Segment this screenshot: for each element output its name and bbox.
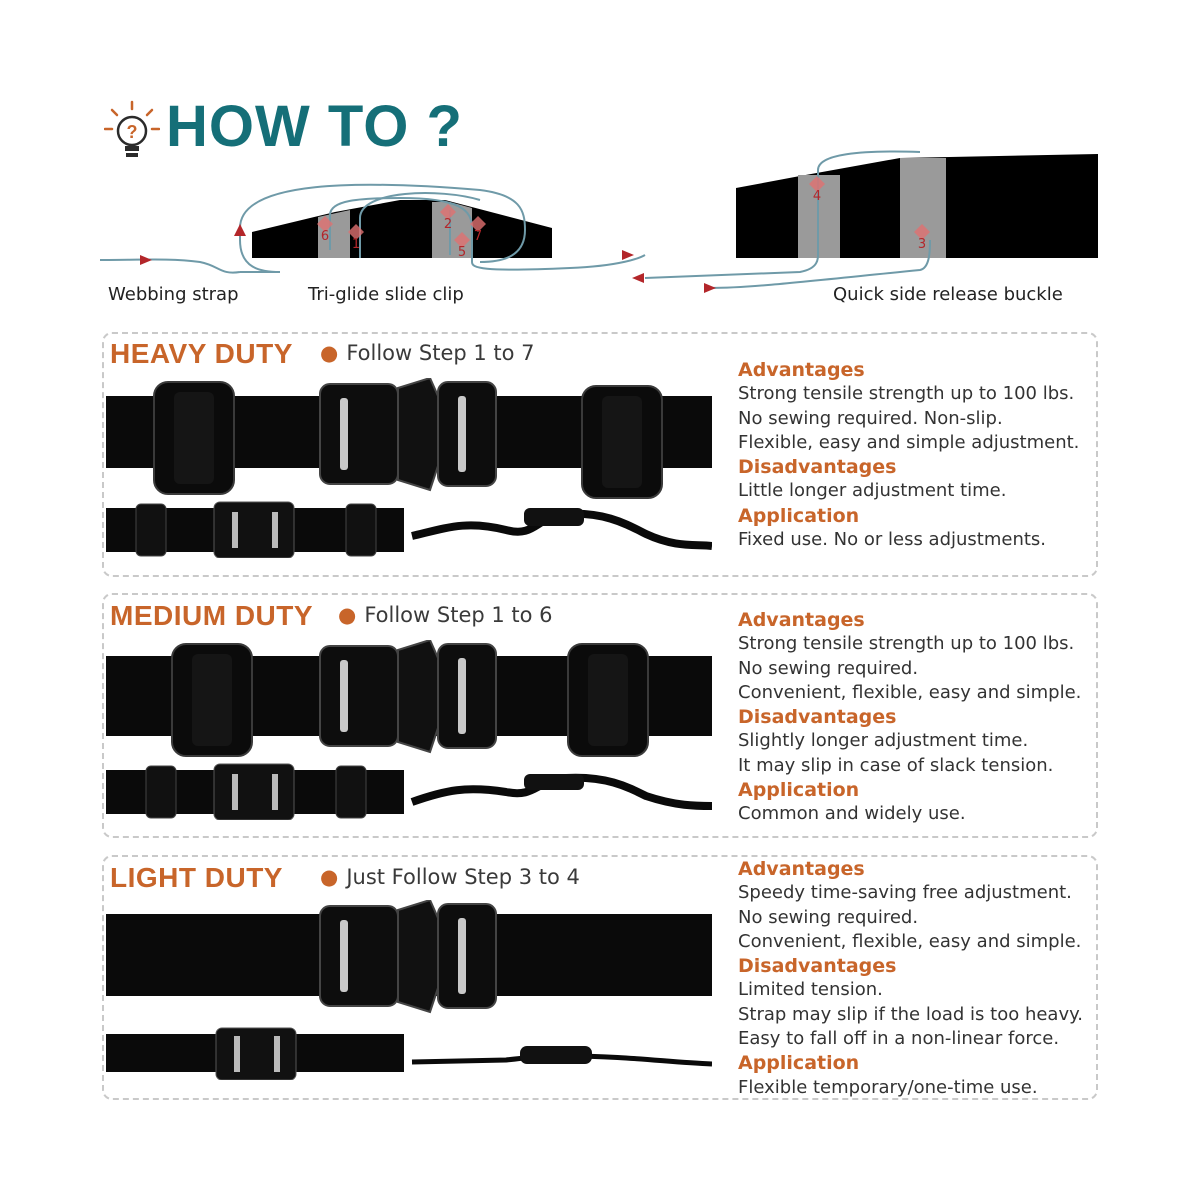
panel-heavy-duty-text [738,358,1098,552]
tri-glide-label: Tri-glide slide clip [308,284,464,305]
panel-medium-duty-title: MEDIUM DUTY [110,600,314,631]
panel-medium-duty-text [738,608,1098,827]
application-heading: Application [738,779,860,802]
disadvantage-item: Easy to fall off in a non-linear force. [738,1028,1060,1050]
application-heading: Application [738,504,860,527]
step-7-label: 7 [473,229,483,244]
step-3-label: 3 [917,237,927,252]
advantages-heading: Advantages [738,609,865,631]
panel-light-duty-title: LIGHT DUTY [110,862,283,893]
disadvantage-item: Strap may slip if the load is too heavy. [738,1003,1083,1025]
panel-heavy-duty-steps: ● Follow Step 1 to 7 [320,341,535,365]
page-title: HOW TO ? [166,94,463,159]
advantage-item: No sewing required. [738,657,919,679]
advantage-item: Strong tensile strength up to 100 lbs. [738,383,1075,405]
disadvantage-item: Slightly longer adjustment time. [738,730,1029,752]
advantage-item: Convenient, flexible, easy and simple. [738,681,1082,703]
advantage-item: Flexible, easy and simple adjustment. [738,431,1080,453]
advantage-item: No sewing required. [738,906,919,928]
panel-light-duty-steps: ● Just Follow Step 3 to 4 [320,865,580,889]
step-5-label: 5 [457,245,467,260]
application-heading: Application [738,1052,860,1075]
disadvantage-item: Limited tension. [738,979,883,1001]
tri-glide-illustration [252,200,552,258]
application-item: Flexible temporary/one-time use. [738,1076,1038,1098]
panel-heavy-duty-title: HEAVY DUTY [110,338,293,369]
step-6-label: 6 [320,229,330,244]
medium-duty-strap-image [106,640,712,820]
heavy-duty-strap-image [106,378,712,558]
application-item: Common and widely use. [738,803,966,825]
disadvantage-item: Little longer adjustment time. [738,480,1007,502]
disadvantages-heading: Disadvantages [738,706,897,729]
step-1-label: 1 [351,237,361,252]
step-4-label: 4 [812,189,822,204]
advantage-item: Strong tensile strength up to 100 lbs. [738,633,1075,655]
webbing-strap-label: Webbing strap [108,284,239,305]
disadvantages-heading: Disadvantages [738,955,897,978]
advantage-item: Convenient, flexible, easy and simple. [738,930,1082,952]
step-2-label: 2 [443,217,453,232]
panel-light-duty-text [738,857,1098,1100]
panel-medium-duty-steps: ● Follow Step 1 to 6 [338,603,553,627]
advantage-item: No sewing required. Non-slip. [738,407,1003,429]
disadvantage-item: It may slip in case of slack tension. [738,754,1054,776]
advantages-heading: Advantages [738,359,865,381]
buckle-label: Quick side release buckle [833,284,1063,305]
disadvantages-heading: Disadvantages [738,456,897,479]
svg-text:?: ? [126,122,138,142]
light-duty-strap-image [106,900,712,1080]
advantages-heading: Advantages [738,858,865,880]
advantage-item: Speedy time-saving free adjustment. [738,882,1072,904]
application-item: Fixed use. No or less adjustments. [738,529,1047,551]
